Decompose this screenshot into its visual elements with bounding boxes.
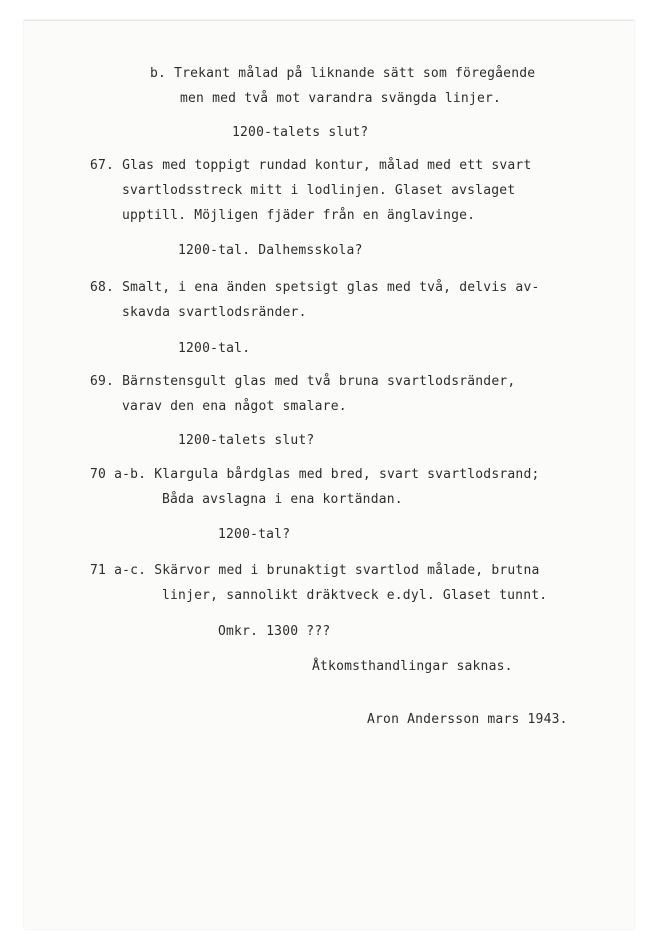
item-69-line-1: 69. Bärnstensgult glas med två bruna svartlodsränder, <box>90 374 516 389</box>
access-note: Åtkomsthandlingar saknas. <box>312 659 513 674</box>
item-b-line-2: men med två mot varandra svängda linjer. <box>180 91 502 106</box>
item-67-dating: 1200-tal. Dalhemsskola? <box>178 243 363 258</box>
item-71-line-1: 71 a-c. Skärvor med i brunaktigt svartlod målade, brutna <box>90 563 540 578</box>
item-69-dating: 1200-talets slut? <box>178 433 315 448</box>
item-68-dating: 1200-tal. <box>178 341 251 356</box>
item-71-line-2: linjer, sannolikt dräktveck e.dyl. Glaset tunnt. <box>162 588 548 603</box>
item-67-line-2: svartlodsstreck mitt i lodlinjen. Glaset avslaget <box>122 183 516 198</box>
item-68-line-1: 68. Smalt, i ena änden spetsigt glas med två, delvis av- <box>90 280 540 295</box>
item-71-dating: Omkr. 1300 ??? <box>218 624 331 639</box>
signature-line: Aron Andersson mars 1943. <box>367 712 568 727</box>
item-b-line-1: b. Trekant målad på liknande sätt som föregående <box>150 66 536 81</box>
item-68-line-2: skavda svartlodsränder. <box>122 305 307 320</box>
item-67-line-1: 67. Glas med toppigt rundad kontur, målad med ett svart <box>90 158 532 173</box>
item-70-line-1: 70 a-b. Klargula bårdglas med bred, svart svartlodsrand; <box>90 467 540 482</box>
item-70-line-2: Båda avslagna i ena kortändan. <box>162 492 403 507</box>
item-69-line-2: varav den ena något smalare. <box>122 399 347 414</box>
item-67-line-3: upptill. Möjligen fjäder från en änglavinge. <box>122 208 476 223</box>
item-b-dating: 1200-talets slut? <box>232 125 369 140</box>
item-70-dating: 1200-tal? <box>218 527 291 542</box>
